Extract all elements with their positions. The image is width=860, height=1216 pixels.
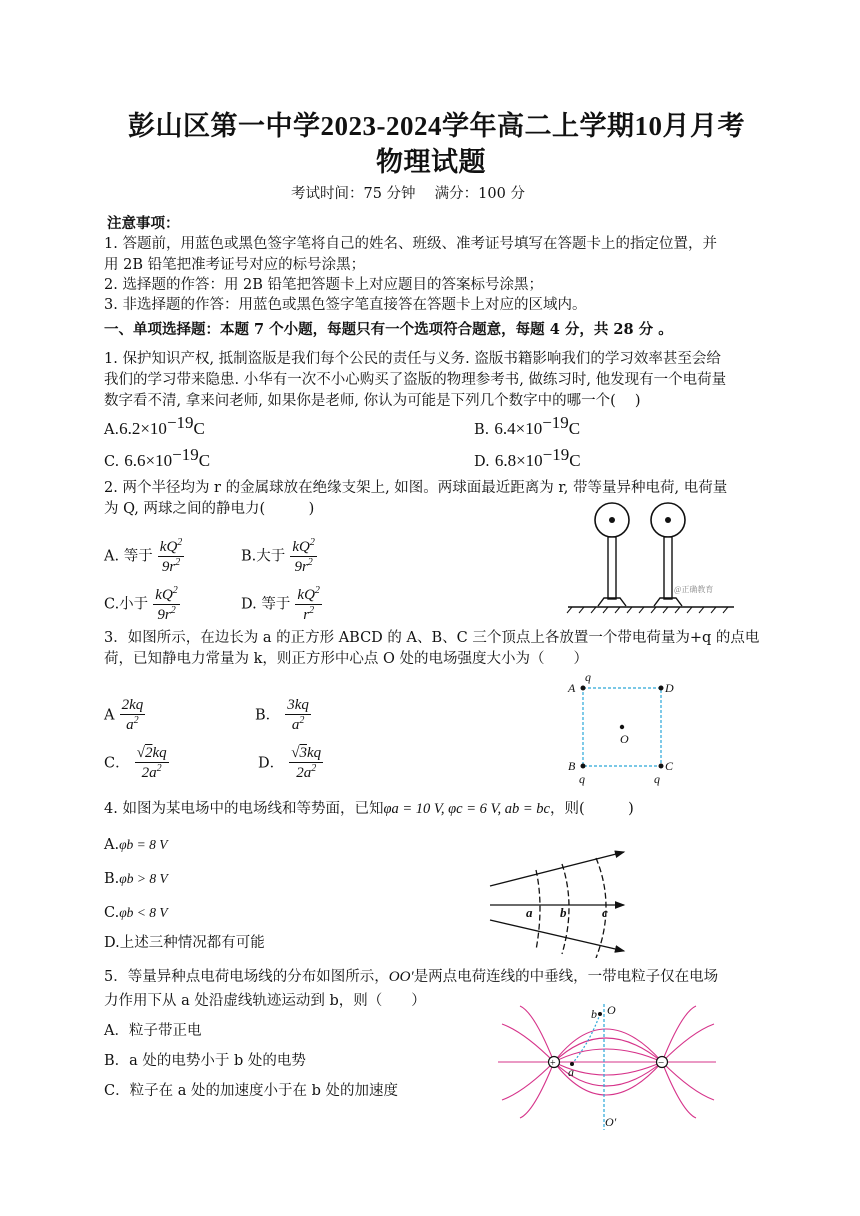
q3-option-d-label: D． [258,755,285,772]
label-o: O [607,1003,616,1017]
q1-option-b-exp: −19 [542,413,569,432]
svg-text:−: − [658,1057,665,1069]
q1-option-c[interactable] [104,445,210,471]
q4-condition: φa = 10 V, φc = 6 V, ab = bc [383,801,550,817]
q2-option-a-label: A. 等于 [104,548,153,565]
exam-title-line2: 物理试题 [376,147,486,177]
exam-info: 考试时间：75 分钟 满分：100 分 [291,186,525,202]
q1-option-a-value: 6.2×10 [119,419,167,438]
q5-oo-prime: OO′ [388,969,414,985]
center-o [620,725,624,729]
q1-option-a-unit: C [193,419,205,438]
stand-left [608,537,616,599]
q5-figure [494,1002,720,1134]
svg-text:+: + [550,1058,556,1069]
sphere-right-center [665,517,671,523]
q1-option-a-exp: −19 [166,413,194,432]
q3-option-a-fraction: $\frac{2kq}{a^2}$ [121,697,144,733]
q3-figure [562,670,692,788]
label-c: c [602,905,608,920]
q5-option-a[interactable]: A．粒子带正电 [104,1023,202,1039]
q2-option-a-fraction: $\frac{kQ^2}{9r^2}$ [159,537,183,575]
field-line-bottom [490,920,624,951]
q2-option-b[interactable] [241,537,317,575]
label-b: b [591,1007,597,1021]
q3-option-c-fraction: $\frac{√2kq}{2a^2}$ [136,745,167,781]
stand-right [664,537,672,599]
notice-item-3: 3. 非选择题的作答：用蓝色或黑色签字笔直接答在答题卡上对应的区域内。 [104,297,587,313]
q4-option-a[interactable]: A.φb = 8 V [104,837,168,853]
q2-figure [562,498,742,614]
q2-option-c-label: C.小于 [104,596,149,613]
q1-option-c-unit: C [198,451,211,470]
notice-heading: 注意事项： [107,215,180,232]
q1-option-b-value: 6.4×10 [494,419,543,438]
q2-option-c[interactable] [104,585,180,623]
label-c: C [665,759,674,773]
q3-option-a[interactable] [104,697,145,733]
label-o-prime: O′ [605,1115,617,1129]
q3-option-d-fraction: $\frac{√3kq}{2a^2}$ [291,745,322,781]
q1-line1: 1. 保护知识产权, 抵制盗版是我们每个公民的责任与义务. 盗版书籍影响我们的学习效率甚至会给 [104,351,721,367]
exam-title-line1: 彭山区第一中学2023-2024学年高二上学期10月月考 [128,111,745,141]
q4-option-c[interactable]: C.φb < 8 V [104,905,168,921]
q5-option-b[interactable]: B．a 处的电势小于 b 处的电势 [104,1053,306,1069]
label-q-b: q [579,772,585,786]
q2-option-d-fraction: $\frac{kQ^2}{r^2}$ [297,585,320,623]
q3-option-d[interactable] [258,745,323,781]
notice-item-1b: 用 2B 铅笔把准考证号对应的标号涂黑； [104,257,366,273]
q2-line2: 为 Q, 两球之间的静电力( ) [104,501,315,517]
q1-option-d[interactable] [474,445,581,471]
notice-item-2: 2. 选择题的作答：用 2B 铅笔把答题卡上对应题目的答案标号涂黑； [104,277,544,293]
notice-item-1a: 1. 答题前，用蓝色或黑色签字笔将自己的姓名、班级、准考证号填写在答题卡上的指定位置，并 [104,236,717,252]
q5-line2: 力作用下从 a 处沿虚线轨迹运动到 b，则（ ） [104,993,426,1009]
label-q-c: q [654,772,660,786]
q2-watermark: @正确教育 [674,585,714,594]
field-line-top [490,852,624,886]
q1-option-c-exp: −19 [172,445,199,464]
q3-line1: 3．如图所示，在边长为 a 的正方形 ABCD 的 A、B、C 三个顶点上各放置一个带电荷量为+q 的点电 [104,630,760,646]
section1-heading: 一、单项选择题：本题 7 个小题，每题只有一个选项符合题意，每题 4 分，共 28 分 。 [104,321,673,338]
q5-option-c[interactable]: C．粒子在 a 处的加速度小于在 b 处的加速度 [104,1083,398,1099]
q3-option-c-label: C． [104,755,130,772]
q3-option-b-fraction: $\frac{3kq}{a^2}$ [287,697,309,733]
label-d: D [665,681,674,695]
q2-option-c-fraction: $\frac{kQ^2}{9r^2}$ [155,585,178,623]
q4-line1: 4. 如图为某电场中的电场线和等势面，已知φa = 10 V, φc = 6 V, ab = bc，则( ) [104,801,634,817]
q3-option-b-label: B． [255,707,281,724]
q2-option-a[interactable] [104,537,184,575]
label-a: a [568,1065,574,1079]
q1-option-c-label: C. [104,454,120,470]
q1-option-a[interactable] [104,413,205,439]
q1-option-c-value: 6.6×10 [124,451,173,470]
q2-line1: 2. 两个半径均为 r 的金属球放在绝缘支架上, 如图。两球面最近距离为 r, 带等量异种电荷, 电荷量 [104,480,728,496]
label-o: O [620,732,629,746]
label-b: B [568,759,576,773]
q4-figure [484,846,636,958]
q1-option-b-label: B. [474,422,490,438]
q1-option-b-unit: C [568,419,581,438]
label-a: A [568,681,576,695]
q1-option-d-unit: C [569,451,581,470]
q1-option-a-label: A. [104,422,120,438]
q1-line2: 我们的学习带来隐患. 小华有一次不小心购买了盗版的物理参考书, 做练习时, 他发现有一个电荷量 [104,372,727,388]
q2-option-d-label: D. 等于 [241,596,291,613]
q2-option-d[interactable] [241,585,322,623]
q1-line3: 数字看不清, 拿来问老师, 如果你是老师, 你认为可能是下列几个数字中的哪一个( ) [104,393,641,409]
q5-line1: 5．等量异种点电荷电场线的分布如图所示，OO′是两点电荷连线的中垂线，一带电粒子仅在电场 [104,969,719,985]
label-q-a: q [585,670,591,684]
label-a: a [526,905,533,920]
q1-option-d-value: 6.8×10 [494,451,543,470]
q3-option-a-label: A [104,707,115,724]
q1-option-b[interactable] [474,413,580,439]
q1-option-d-label: D. [474,454,490,470]
q4-option-b[interactable]: B.φb > 8 V [104,871,168,887]
sphere-left-center [609,517,615,523]
equipotential-a [536,870,540,950]
q4-option-d[interactable]: D.上述三种情况都有可能 [104,935,265,951]
q1-option-d-exp: −19 [542,445,570,464]
q3-option-c[interactable] [104,745,169,781]
q2-option-b-fraction: $\frac{kQ^2}{9r^2}$ [292,537,315,575]
q3-line2: 荷，已知静电力常量为 k，则正方形中心点 O 处的电场强度大小为（ ） [104,651,588,667]
q3-option-b[interactable] [255,697,311,733]
label-b: b [560,905,567,920]
q2-option-b-label: B.大于 [241,548,286,565]
